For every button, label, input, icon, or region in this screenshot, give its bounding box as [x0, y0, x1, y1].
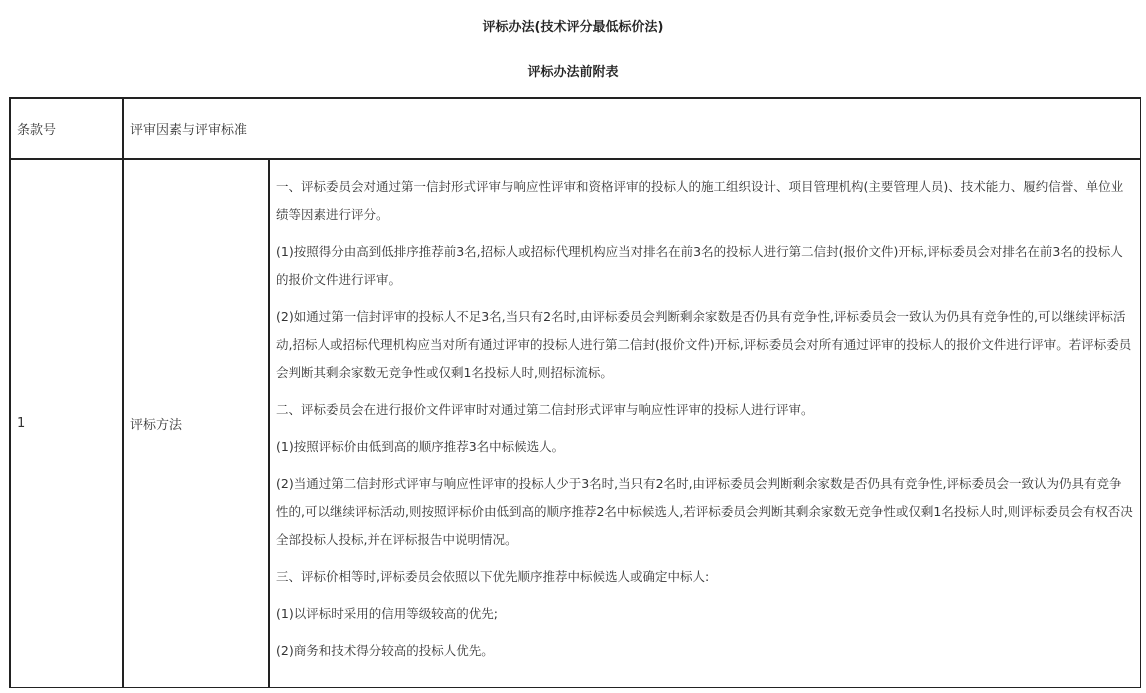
criteria-paragraph: 三、评标价相等时,评标委员会依照以下优先顺序推荐中标候选人或确定中标人:	[276, 568, 710, 584]
criteria-paragraph: (1)按照得分由高到低排序推荐前3名,招标人或招标代理机构应当对排名在前3名的投标人进行第二信封(报价文件)开标,评标委员会对排名在前3名的投标人的报价文件进行评审。	[276, 243, 1123, 287]
criteria-paragraph: (2)商务和技术得分较高的投标人优先。	[276, 642, 494, 658]
table-row	[10, 159, 1141, 688]
criteria-paragraph: 一、评标委员会对通过第一信封形式评审与响应性评审和资格评审的投标人的施工组织设计、项目管理机构(主要管理人员)、技术能力、履约信誉、单位业绩等因素进行评分。	[276, 178, 1124, 222]
header-clause-number: 条款号	[10, 98, 123, 159]
criteria-paragraph: (2)当通过第二信封形式评审与响应性评审的投标人少于3名时,当只有2名时,由评标委员会判断剩余家数是否仍具有竞争性,评标委员会一致认为仍具有竞争性的,可以继续评标活动,则按照评标价由低到高的顺序推荐2名中标候选人,若评标委员会判断其剩余家数无竞争性或仅剩1名投标人时,则评标委员会有权否决全部投标人投标,并在评标报告中说明情况。	[276, 475, 1133, 547]
document-title: 评标办法(技术评分最低标价法)	[482, 20, 664, 35]
clause-number-cell: 1	[10, 159, 123, 688]
table-header-row	[10, 98, 1141, 159]
factor-cell: 评标方法	[123, 159, 269, 688]
evaluation-table	[9, 97, 1141, 688]
criteria-paragraph: (1)按照评标价由低到高的顺序推荐3名中标候选人。	[276, 438, 565, 454]
criteria-content-cell	[269, 159, 1141, 688]
header-criteria: 评审因素与评审标准	[123, 98, 1141, 159]
criteria-paragraph: 二、评标委员会在进行报价文件评审时对通过第二信封形式评审与响应性评审的投标人进行评审。	[276, 401, 814, 417]
document-subtitle: 评标办法前附表	[527, 65, 619, 80]
criteria-paragraph: (2)如通过第一信封评审的投标人不足3名,当只有2名时,由评标委员会判断剩余家数是否仍具有竞争性,评标委员会一致认为仍具有竞争性的,可以继续评标活动,招标人或招标代理机构应当对所有通过评审的投标人进行第二信封(报价文件)开标,评标委员会对所有通过评审的投标人的报价文件进行评审。若评标委员会判断其剩余家数无竞争性或仅剩1名投标人时,则招标流标。	[276, 308, 1132, 380]
criteria-paragraph: (1)以评标时采用的信用等级较高的优先;	[276, 605, 498, 621]
